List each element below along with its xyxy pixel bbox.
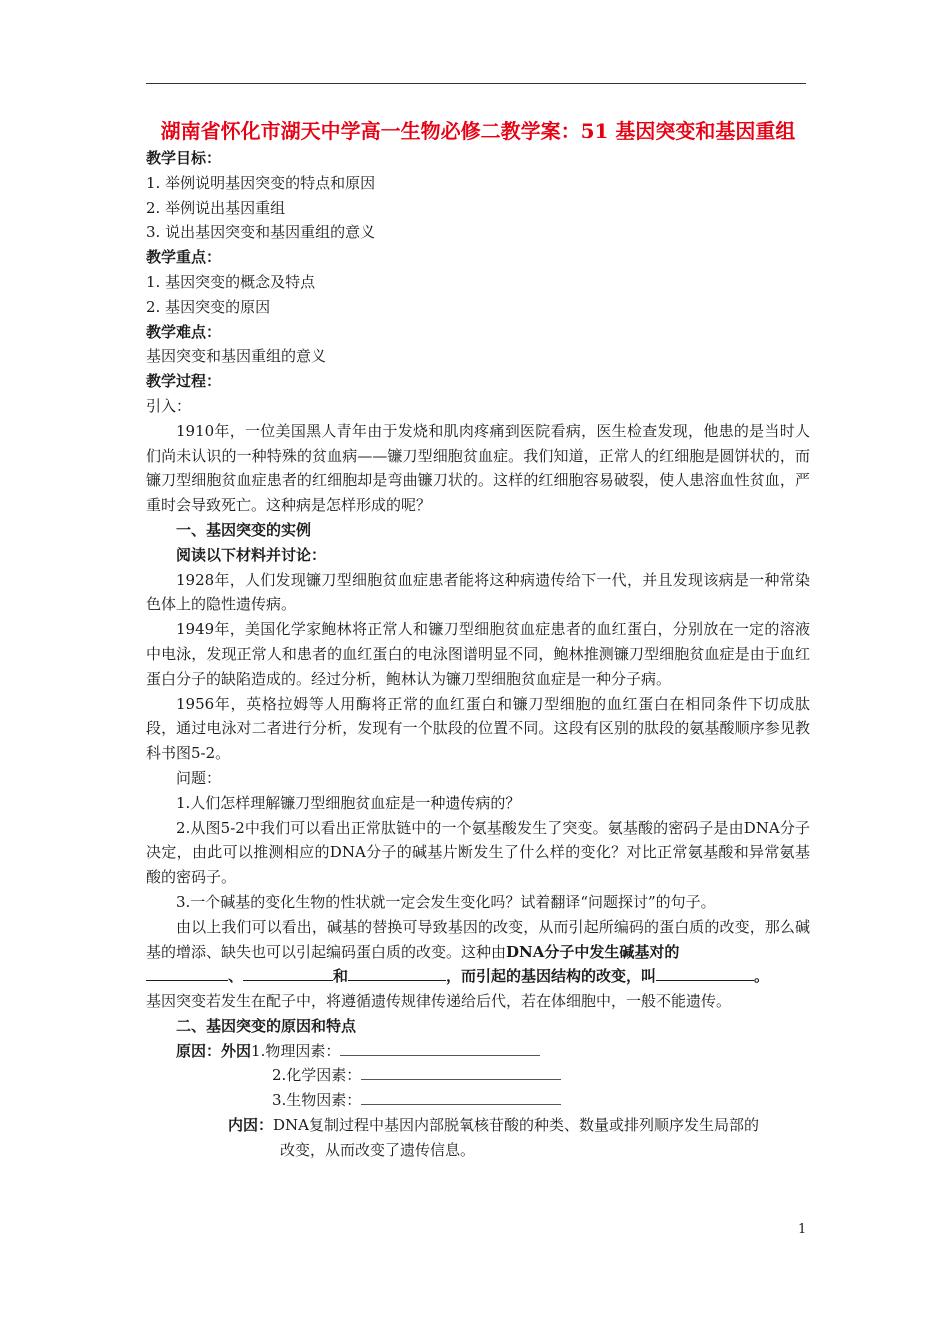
document-title: 湖南省怀化市湖天中学高一生物必修二教学案：51 基因突变和基因重组 bbox=[160, 119, 796, 143]
material-paragraph: 1956年，英格拉姆等人用酶将正常的血红蛋白和镰刀型细胞的血红蛋白在相同条件下切成肽段，通过电泳对二者进行分析，发现有一个肽段的位置不同。这段有区别的肽段的氨基酸顺序参见教科书图5-2。 bbox=[146, 694, 810, 763]
key-points-heading: 教学重点： bbox=[146, 248, 222, 267]
fill-in-line bbox=[146, 964, 810, 989]
question-item: 1.人们怎样理解镰刀型细胞贫血症是一种遗传病的？ bbox=[176, 793, 521, 812]
summary-bold-text: DNA分子中发生碱基对的 bbox=[506, 942, 680, 961]
internal-label: 内因： bbox=[228, 1116, 274, 1135]
objective-item: 3. 说出基因突变和基因重组的意义 bbox=[146, 223, 376, 242]
fill-text: ，而引起的基因结构的改变，叫 bbox=[446, 967, 657, 986]
internal-text: DNA复制过程中基因内部脱氧核苷酸的种类、数量或排列顺序发生局部的 bbox=[273, 1116, 760, 1135]
document-body bbox=[146, 118, 810, 1163]
key-point-item: 1. 基因突变的概念及特点 bbox=[146, 272, 316, 291]
fill-blank[interactable] bbox=[340, 1041, 540, 1056]
objective-item: 2. 举例说出基因重组 bbox=[146, 198, 286, 217]
fill-blank[interactable] bbox=[656, 964, 754, 981]
process-heading: 教学过程： bbox=[146, 372, 222, 391]
summary-end: 基因突变若发生在配子中，将遵循遗传规律传递给后代，若在体细胞中，一般不能遗传。 bbox=[146, 992, 732, 1011]
external-item: 2.化学因素： bbox=[272, 1066, 362, 1085]
intro-label: 引入： bbox=[146, 396, 192, 415]
internal-cause-line: 改变，从而改变了遗传信息。 bbox=[280, 1140, 476, 1159]
header-rule bbox=[146, 83, 806, 84]
section1-subheading: 阅读以下材料并讨论： bbox=[176, 545, 327, 564]
intro-paragraph: 1910年，一位美国黑人青年由于发烧和肌肉疼痛到医院看病，医生检查发现，他患的是当时人们尚未认识的一种特殊的贫血病——镰刀型细胞贫血症。我们知道，正常人的红细胞是圆饼状的，而镰刀型细胞贫血症患者的红细胞却是弯曲镰刀状的。这样的红细胞容易破裂，使人患溶血性贫血，严重时会导致死亡。这种病是怎样形成的呢？ bbox=[146, 421, 810, 515]
material-paragraph: 1928年，人们发现镰刀型细胞贫血症患者能将这种病遗传给下一代，并且发现该病是一种常染色体上的隐性遗传病。 bbox=[146, 570, 810, 614]
external-cause-line bbox=[146, 1063, 810, 1088]
external-cause-line bbox=[146, 1088, 810, 1113]
fill-blank[interactable] bbox=[348, 964, 446, 981]
fill-blank[interactable] bbox=[243, 964, 333, 981]
page-number: 1 bbox=[798, 1222, 807, 1237]
section1-heading: 一、基因突变的实例 bbox=[176, 520, 312, 539]
material-paragraph: 1949年，美国化学家鲍林将正常人和镰刀型细胞贫血症患者的血红蛋白，分别放在一定的溶液中电泳，发现正常人和患者的血红蛋白的电泳图谱明显不同，鲍林推测镰刀型细胞贫血症是由于血红蛋白分子的缺陷造成的。经过分析，鲍林认为镰刀型细胞贫血症是一种分子病。 bbox=[146, 620, 810, 688]
objective-item: 1. 举例说明基因突变的特点和原因 bbox=[146, 173, 376, 192]
fill-separator: 、 bbox=[228, 967, 244, 986]
question-item: 2.从图5-2中我们可以看出正常肽链中的一个氨基酸发生了突变。氨基酸的密码子是由DNA分子决定，由此可以推测相应的DNA分子的碱基片断发生了什么样的变化？对比正常氨基酸和异常氨基酸的密码子。 bbox=[146, 818, 810, 887]
question-item: 3.一个碱基的变化生物的性状就一定会发生变化吗？试着翻译“问题探讨”的句子。 bbox=[176, 892, 716, 911]
objectives-heading: 教学目标： bbox=[146, 149, 222, 167]
external-item: 1.物理因素： bbox=[251, 1041, 341, 1060]
cause-label: 原因： bbox=[176, 1041, 222, 1060]
summary-paragraph bbox=[146, 915, 810, 965]
questions-label: 问题： bbox=[176, 768, 222, 787]
difficulty-heading: 教学难点： bbox=[146, 322, 222, 341]
key-point-item: 2. 基因突变的原因 bbox=[146, 297, 271, 316]
fill-blank[interactable] bbox=[361, 1090, 561, 1105]
external-item: 3.生物因素： bbox=[272, 1091, 362, 1110]
summary-text: 由以上我们可以看出，碱基的替换可导致基因的改变，从而引起所编码的蛋白质的改变，那么碱基的增添、缺失也可以引起编码蛋白质的改变。这种由 bbox=[146, 917, 810, 961]
external-label: 外因 bbox=[221, 1041, 252, 1060]
fill-blank[interactable] bbox=[146, 964, 228, 981]
fill-end: 。 bbox=[754, 967, 770, 986]
fill-separator: 和 bbox=[333, 967, 349, 986]
external-cause-line bbox=[146, 1039, 810, 1064]
internal-cause-line bbox=[146, 1113, 810, 1138]
section2-heading: 二、基因突变的原因和特点 bbox=[176, 1016, 357, 1035]
fill-blank[interactable] bbox=[361, 1065, 561, 1080]
difficulty-text: 基因突变和基因重组的意义 bbox=[146, 347, 327, 366]
